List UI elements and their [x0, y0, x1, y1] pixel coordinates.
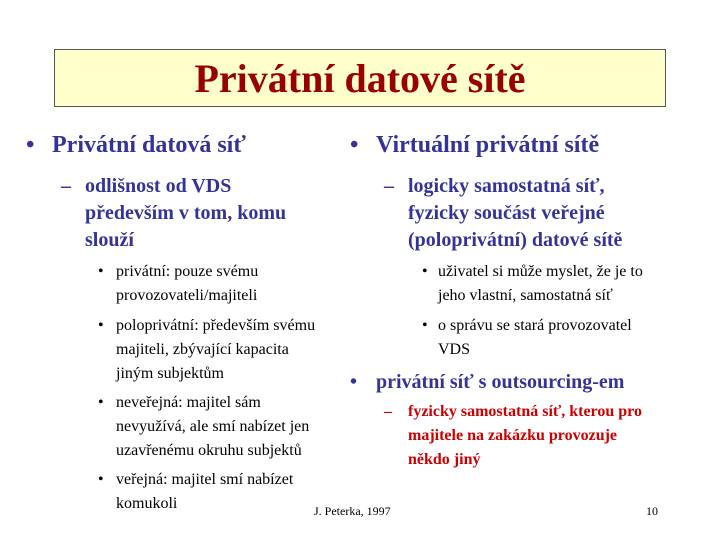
right-item-line: jeho vlastní, samostatná síť — [438, 287, 613, 304]
left-item-line: privátní: pouze svému — [116, 263, 259, 280]
left-sub-line: odlišnost od VDS — [85, 175, 232, 197]
left-item-line: veřejná: majitel smí nabízet — [116, 471, 294, 488]
left-item-line: majiteli, zbývající kapacita — [116, 341, 289, 358]
right-item — [438, 260, 713, 308]
left-item — [116, 314, 366, 386]
left-item-line: jiným subjektům — [116, 365, 224, 382]
left-item-line: provozovateli/majiteli — [116, 287, 258, 304]
right-sub-dash: – — [384, 175, 394, 197]
left-item — [116, 260, 366, 308]
right-heading2-bullet: • — [350, 371, 358, 393]
slide-title: Privátní datové sítě — [194, 55, 526, 101]
left-item-line: uzavřenému okruhu subjektů — [116, 442, 302, 459]
left-sub-text — [85, 173, 355, 254]
right-sub2-line: někdo jiný — [408, 451, 481, 468]
right-heading2: privátní síť s outsourcing-em — [376, 371, 625, 393]
right-heading-bullet: • — [350, 132, 359, 158]
left-item-bullet: • — [98, 317, 104, 334]
right-item-bullet: • — [422, 263, 428, 280]
right-item-bullet: • — [422, 317, 428, 334]
right-item-line: VDS — [438, 341, 471, 358]
title-box — [54, 49, 666, 107]
left-item-line: neveřejná: majitel sám — [116, 394, 261, 411]
left-item-bullet: • — [98, 263, 104, 280]
right-sub-line: (poloprivátní) datové sítě — [408, 229, 623, 251]
right-sub2-line: majitele na zakázku provozuje — [408, 427, 618, 444]
footer-author: J. Peterka, 1997 — [314, 504, 391, 518]
right-sub-line: logicky samostatná síť, — [408, 175, 605, 197]
right-item-line: uživatel si může myslet, že je to — [438, 263, 643, 280]
left-sub-line: slouží — [85, 229, 134, 251]
left-sub-line: především v tom, komu — [85, 202, 287, 224]
left-heading: Privátní datová síť — [52, 132, 246, 158]
right-sub-text — [408, 173, 708, 254]
right-sub2-line: fyzicky samostatná síť, kterou pro — [408, 403, 642, 420]
left-item-line: nevyužívá, ale smí nabízet jen — [116, 418, 310, 435]
right-heading: Virtuální privátní sítě — [376, 132, 600, 158]
left-item-bullet: • — [98, 471, 104, 488]
right-sub-line: fyzicky součást veřejné — [408, 202, 605, 224]
left-heading-bullet: • — [26, 132, 35, 158]
left-item-line: poloprivátní: především svému — [116, 317, 316, 334]
left-item-line: komukoli — [116, 495, 178, 512]
right-sub2-dash: – — [384, 403, 392, 420]
left-sub-dash: – — [61, 175, 71, 197]
right-item-line: o správu se stará provozovatel — [438, 317, 632, 334]
left-item-bullet: • — [98, 394, 104, 411]
right-sub2-text — [408, 400, 713, 472]
page-number: 10 — [646, 504, 658, 518]
left-item — [116, 391, 366, 463]
right-item — [438, 314, 713, 362]
